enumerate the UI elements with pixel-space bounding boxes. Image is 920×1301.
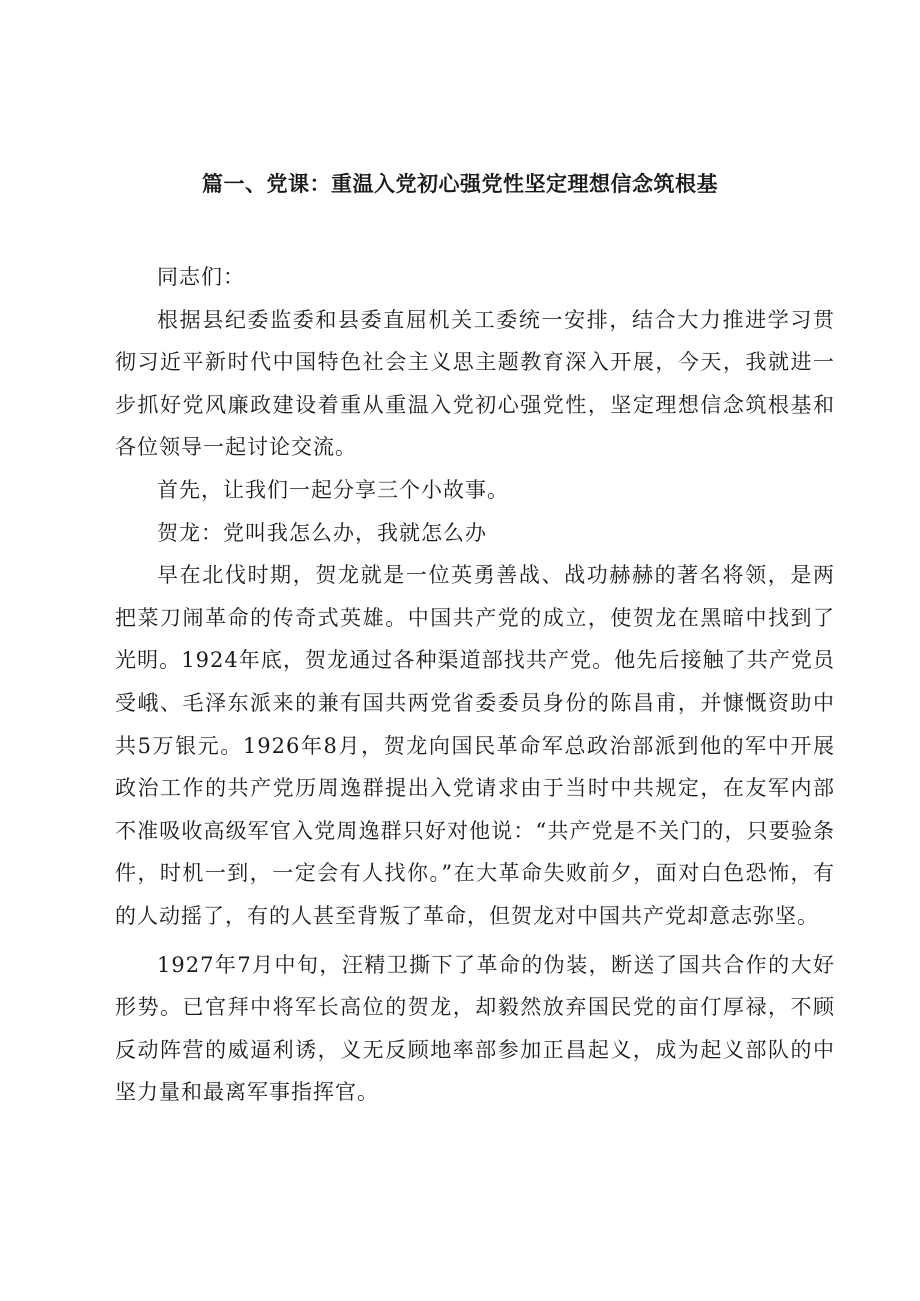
- story-heading: 贺龙：党叫我怎么办，我就怎么办: [157, 520, 487, 545]
- paragraph-intro: 根据县纪委监委和县委直屈机关工委统一安排，结合大力推进学习贯彻习近平新时代中国特色社会主义思主题教育深入开展，今天，我就进一步抓好党风廉政建设着重从重温入党初心强党性，坚定理想信念筑根基和各位领导一起讨论交流。: [115, 307, 835, 460]
- document-body: [115, 256, 835, 1114]
- paragraph-story-continued: 1927年7月中旬，汪精卫撕下了革命的伪装，断送了国共合作的大好形势。已官拜中将军长高位的贺龙，却毅然放弃国民党的亩仃厚禄，不顾反动阵营的威逼利诱，义无反顾地率部参加正昌起义，成为起义部队的中坚力量和最离军事指挥官。: [115, 952, 835, 1105]
- document-title: 篇一、党课：重温入党初心强党性坚定理想信念筑根基: [202, 172, 718, 196]
- paragraph-story-body: 早在北伐时期，贺龙就是一位英勇善战、战功赫赫的著名将领，是两把菜刀闹革命的传奇式英雄。中国共产党的成立，使贺龙在黑暗中找到了光明。1924年底，贺龙通过各种渠道部找共产党。他先后接触了共产党员受峨、毛泽东派来的兼有国共两党省委委员身份的陈昌甫，并慷慨资助中共5万银元。1926年8月，贺龙向国民革命军总政治部派到他的军中开展政治工作的共产党历周逸群提出入党请求由于当时中共规定，在友军内部不准吸收高级军官入党周逸群只好对他说：“共产党是不关门的，只要验条件，时机一到，一定会有人找你。”在大革命失败前夕，面对白色恐怖，有的人动摇了，有的人甚至背叛了革命，但贺龙对中国共产党却意志弥坚。: [115, 563, 835, 928]
- paragraph-stories-lead: 首先，让我们一起分享三个小故事。: [157, 477, 509, 502]
- salutation: 同志们：: [157, 265, 245, 289]
